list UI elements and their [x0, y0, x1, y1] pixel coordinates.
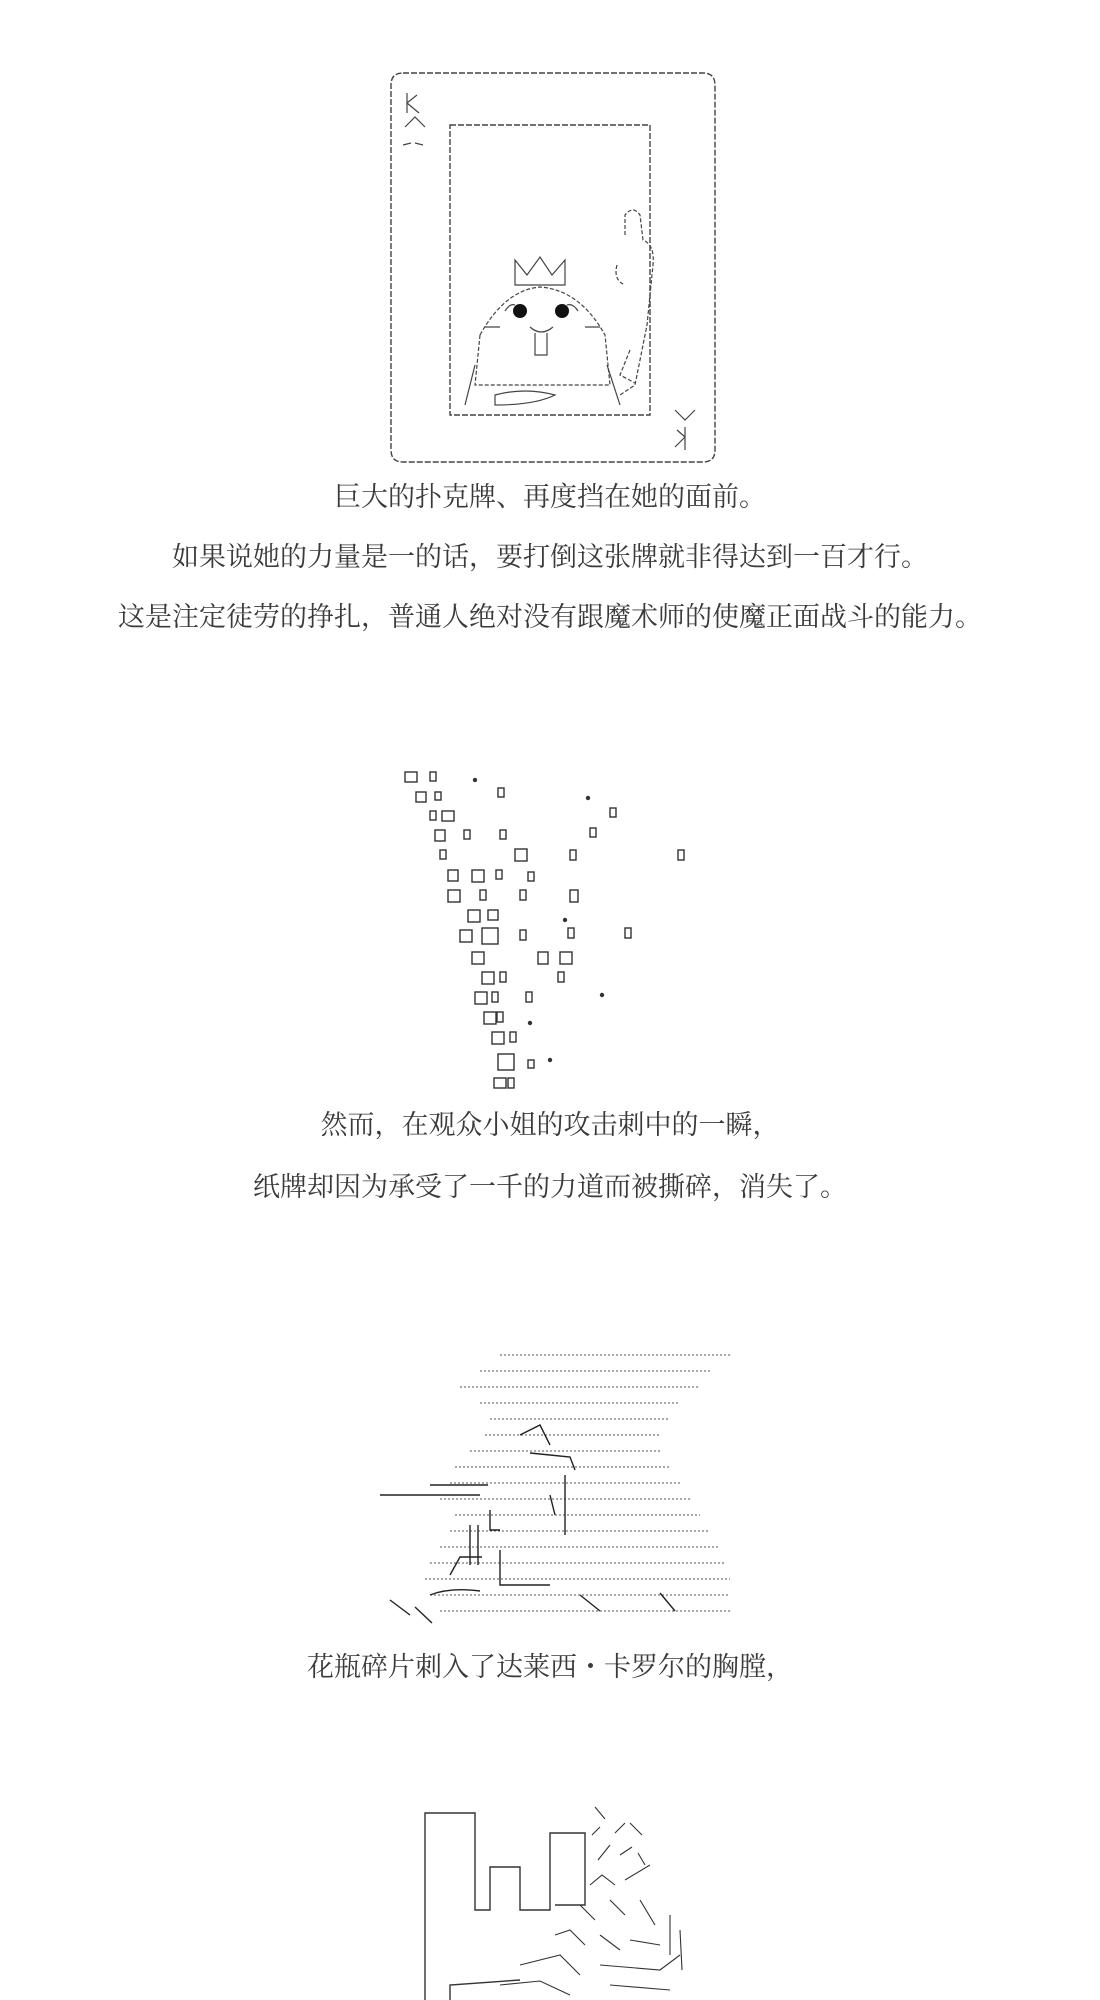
shattered-card-fragments-ascii-art	[400, 770, 720, 1090]
poker-card-king-ascii-art	[385, 65, 720, 470]
panel-2-caption-2: 纸牌却因为承受了一千的力道而被撕碎，消失了。	[253, 1172, 847, 1203]
falling-figure-ascii-art	[420, 1805, 740, 2000]
panel-2-caption-1: 然而，在观众小姐的攻击刺中的一瞬，	[320, 1110, 780, 1141]
panel-1-caption-1: 巨大的扑克牌、再度挡在她的面前。	[334, 482, 766, 513]
panel-1-caption-2: 如果说她的力量是一的话，要打倒这张牌就非得达到一百才行。	[172, 542, 928, 573]
panel-1-caption-3: 这是注定徒劳的挣扎，普通人绝对没有跟魔术师的使魔正面战斗的能力。	[118, 602, 982, 633]
vase-shard-impact-ascii-art	[370, 1335, 740, 1635]
panel-3-caption-1: 花瓶碎片刺入了达莱西・卡罗尔的胸膛，	[307, 1652, 793, 1683]
